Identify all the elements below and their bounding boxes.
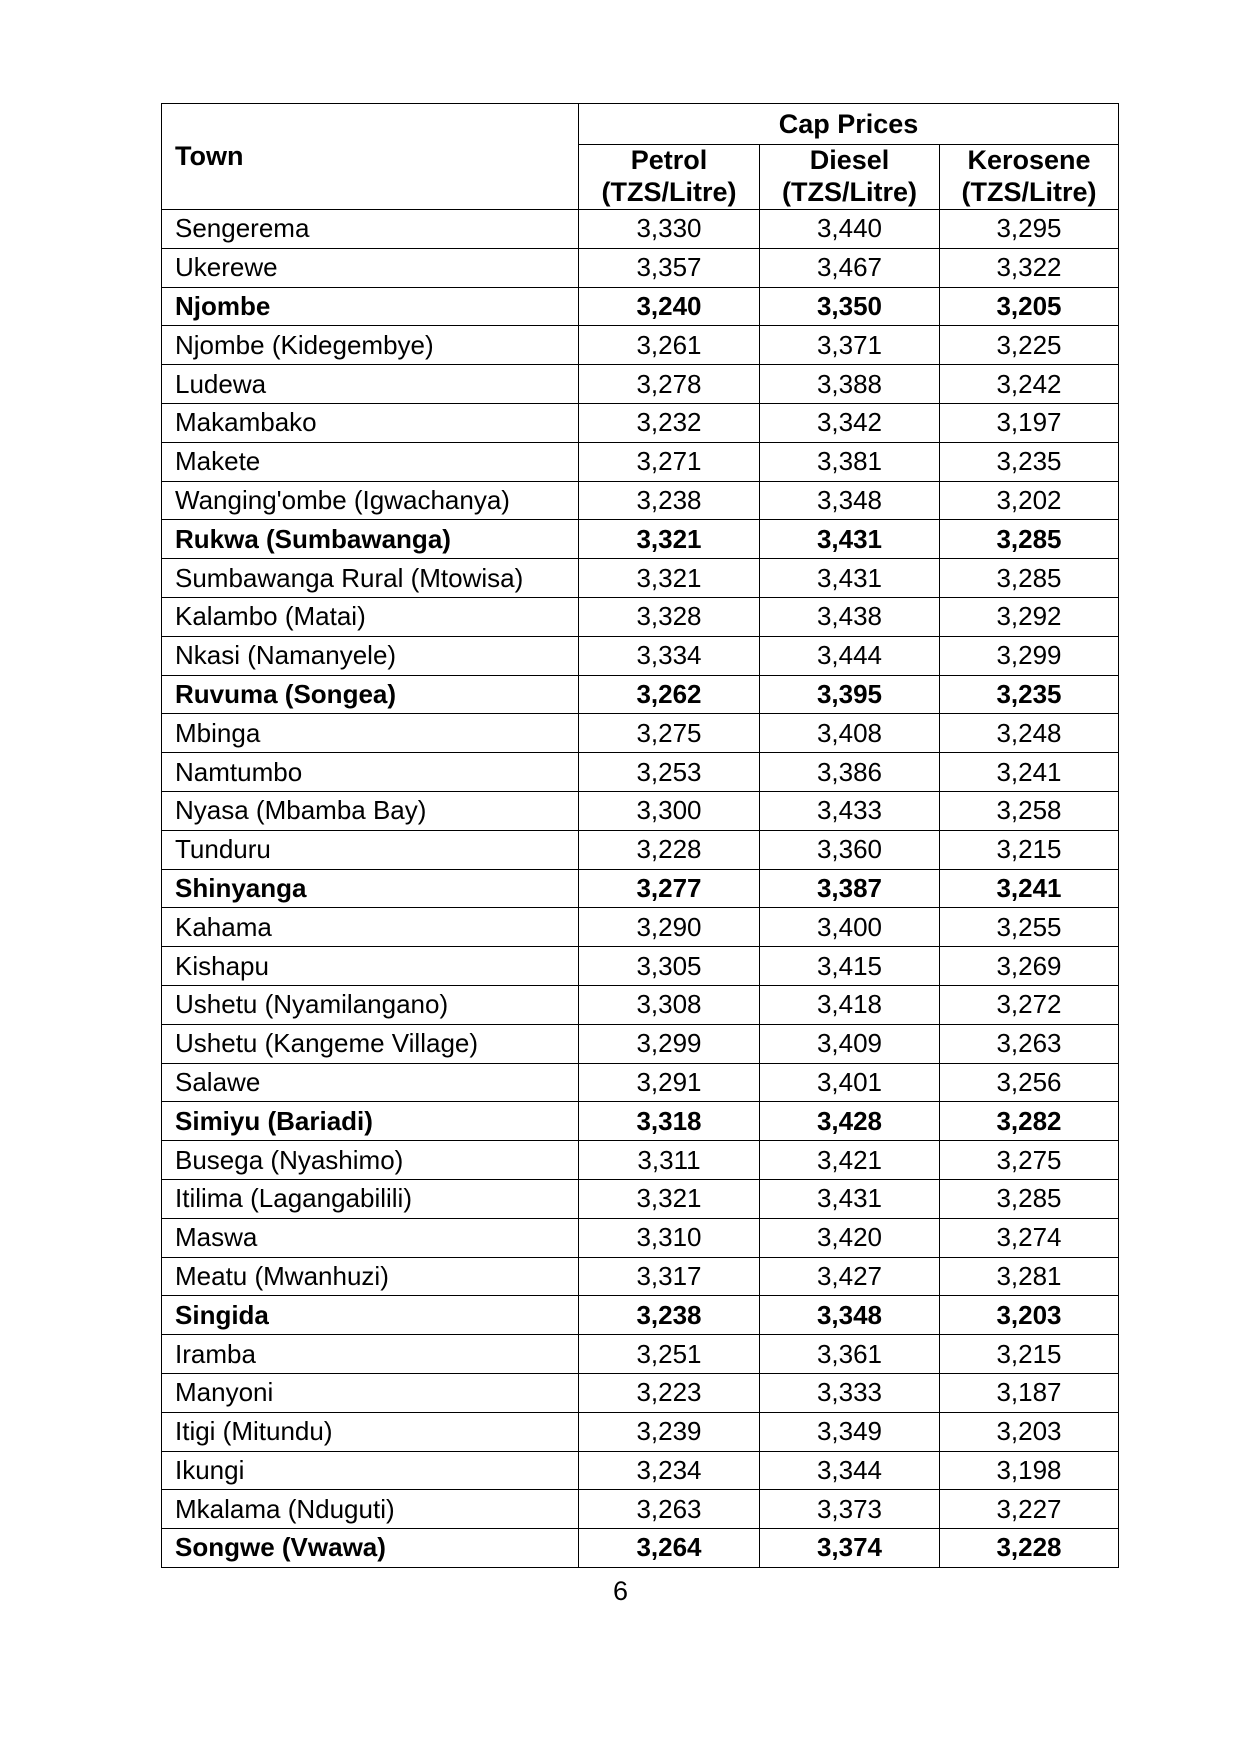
diesel-cell: 3,361 xyxy=(760,1335,940,1374)
petrol-cell: 3,291 xyxy=(579,1063,760,1102)
diesel-cell: 3,373 xyxy=(760,1490,940,1529)
kerosene-cell: 3,272 xyxy=(940,985,1119,1024)
diesel-cell: 3,360 xyxy=(760,830,940,869)
kerosene-cell: 3,248 xyxy=(940,714,1119,753)
town-cell: Iramba xyxy=(162,1335,579,1374)
town-cell: Nkasi (Namanyele) xyxy=(162,636,579,675)
diesel-cell: 3,428 xyxy=(760,1102,940,1141)
table-row xyxy=(162,830,1119,869)
table-row xyxy=(162,636,1119,675)
kerosene-cell: 3,203 xyxy=(940,1296,1119,1335)
town-cell: Sengerema xyxy=(162,210,579,249)
table-row xyxy=(162,908,1119,947)
petrol-cell: 3,263 xyxy=(579,1490,760,1529)
kerosene-cell: 3,202 xyxy=(940,481,1119,520)
diesel-cell: 3,440 xyxy=(760,210,940,249)
town-cell: Simiyu (Bariadi) xyxy=(162,1102,579,1141)
petrol-cell: 3,305 xyxy=(579,947,760,986)
kerosene-cell: 3,228 xyxy=(940,1529,1119,1568)
diesel-cell: 3,333 xyxy=(760,1373,940,1412)
petrol-cell: 3,321 xyxy=(579,520,760,559)
col-header-petrol xyxy=(579,145,760,210)
kerosene-cell: 3,187 xyxy=(940,1373,1119,1412)
table-row xyxy=(162,1218,1119,1257)
table-row xyxy=(162,1179,1119,1218)
town-cell: Mkalama (Nduguti) xyxy=(162,1490,579,1529)
table-row xyxy=(162,675,1119,714)
town-cell: Kalambo (Matai) xyxy=(162,597,579,636)
diesel-cell: 3,409 xyxy=(760,1024,940,1063)
kerosene-cell: 3,275 xyxy=(940,1141,1119,1180)
kerosene-cell: 3,258 xyxy=(940,791,1119,830)
diesel-cell: 3,374 xyxy=(760,1529,940,1568)
town-cell: Busega (Nyashimo) xyxy=(162,1141,579,1180)
table-row xyxy=(162,714,1119,753)
table-row xyxy=(162,365,1119,404)
table-row xyxy=(162,985,1119,1024)
town-cell: Ushetu (Nyamilangano) xyxy=(162,985,579,1024)
diesel-cell: 3,420 xyxy=(760,1218,940,1257)
cap-prices-group-header: Cap Prices xyxy=(579,104,1119,145)
col-header-unit: (TZS/Litre) xyxy=(961,177,1097,207)
diesel-cell: 3,418 xyxy=(760,985,940,1024)
diesel-cell: 3,408 xyxy=(760,714,940,753)
diesel-cell: 3,401 xyxy=(760,1063,940,1102)
town-cell: Kahama xyxy=(162,908,579,947)
kerosene-cell: 3,285 xyxy=(940,559,1119,598)
group-header-row xyxy=(162,104,1119,145)
diesel-cell: 3,467 xyxy=(760,248,940,287)
kerosene-cell: 3,241 xyxy=(940,753,1119,792)
petrol-cell: 3,308 xyxy=(579,985,760,1024)
col-header-label: Diesel xyxy=(809,145,890,176)
petrol-cell: 3,299 xyxy=(579,1024,760,1063)
town-cell: Makete xyxy=(162,442,579,481)
kerosene-cell: 3,235 xyxy=(940,675,1119,714)
kerosene-cell: 3,215 xyxy=(940,830,1119,869)
kerosene-cell: 3,285 xyxy=(940,1179,1119,1218)
table-row xyxy=(162,791,1119,830)
col-header-unit: (TZS/Litre) xyxy=(601,177,737,207)
diesel-cell: 3,388 xyxy=(760,365,940,404)
table-row xyxy=(162,1451,1119,1490)
diesel-cell: 3,348 xyxy=(760,481,940,520)
diesel-cell: 3,350 xyxy=(760,287,940,326)
diesel-cell: 3,371 xyxy=(760,326,940,365)
kerosene-cell: 3,227 xyxy=(940,1490,1119,1529)
town-cell: Maswa xyxy=(162,1218,579,1257)
diesel-cell: 3,381 xyxy=(760,442,940,481)
table-row xyxy=(162,1102,1119,1141)
town-cell: Ushetu (Kangeme Village) xyxy=(162,1024,579,1063)
table-row xyxy=(162,210,1119,249)
kerosene-cell: 3,225 xyxy=(940,326,1119,365)
diesel-cell: 3,400 xyxy=(760,908,940,947)
petrol-cell: 3,328 xyxy=(579,597,760,636)
table-row xyxy=(162,1296,1119,1335)
col-header-label: Petrol xyxy=(630,145,708,176)
petrol-cell: 3,330 xyxy=(579,210,760,249)
table-row xyxy=(162,442,1119,481)
town-cell: Wanging'ombe (Igwachanya) xyxy=(162,481,579,520)
diesel-cell: 3,431 xyxy=(760,559,940,598)
town-cell: Mbinga xyxy=(162,714,579,753)
town-cell: Singida xyxy=(162,1296,579,1335)
town-cell: Nyasa (Mbamba Bay) xyxy=(162,791,579,830)
diesel-cell: 3,431 xyxy=(760,1179,940,1218)
petrol-cell: 3,271 xyxy=(579,442,760,481)
kerosene-cell: 3,292 xyxy=(940,597,1119,636)
petrol-cell: 3,321 xyxy=(579,559,760,598)
petrol-cell: 3,334 xyxy=(579,636,760,675)
town-column-header: Town xyxy=(162,104,579,210)
petrol-cell: 3,238 xyxy=(579,481,760,520)
kerosene-cell: 3,299 xyxy=(940,636,1119,675)
table-row xyxy=(162,248,1119,287)
diesel-cell: 3,431 xyxy=(760,520,940,559)
petrol-cell: 3,239 xyxy=(579,1412,760,1451)
kerosene-cell: 3,269 xyxy=(940,947,1119,986)
petrol-cell: 3,240 xyxy=(579,287,760,326)
kerosene-cell: 3,255 xyxy=(940,908,1119,947)
table-row xyxy=(162,1141,1119,1180)
town-cell: Salawe xyxy=(162,1063,579,1102)
diesel-cell: 3,415 xyxy=(760,947,940,986)
petrol-cell: 3,357 xyxy=(579,248,760,287)
table-row xyxy=(162,753,1119,792)
diesel-cell: 3,395 xyxy=(760,675,940,714)
table-row xyxy=(162,1529,1119,1568)
town-cell: Tunduru xyxy=(162,830,579,869)
petrol-cell: 3,238 xyxy=(579,1296,760,1335)
table-row xyxy=(162,481,1119,520)
petrol-cell: 3,234 xyxy=(579,1451,760,1490)
cap-prices-table xyxy=(161,103,1119,1568)
town-cell: Songwe (Vwawa) xyxy=(162,1529,579,1568)
town-cell: Itigi (Mitundu) xyxy=(162,1412,579,1451)
petrol-cell: 3,290 xyxy=(579,908,760,947)
diesel-cell: 3,421 xyxy=(760,1141,940,1180)
kerosene-cell: 3,274 xyxy=(940,1218,1119,1257)
kerosene-cell: 3,241 xyxy=(940,869,1119,908)
town-cell: Namtumbo xyxy=(162,753,579,792)
col-header-diesel xyxy=(760,145,940,210)
town-cell: Ukerewe xyxy=(162,248,579,287)
petrol-cell: 3,264 xyxy=(579,1529,760,1568)
page-number: 6 xyxy=(612,1576,629,1606)
diesel-cell: 3,349 xyxy=(760,1412,940,1451)
town-cell: Shinyanga xyxy=(162,869,579,908)
table-row xyxy=(162,869,1119,908)
petrol-cell: 3,232 xyxy=(579,403,760,442)
diesel-cell: 3,387 xyxy=(760,869,940,908)
kerosene-cell: 3,285 xyxy=(940,520,1119,559)
petrol-cell: 3,275 xyxy=(579,714,760,753)
petrol-cell: 3,318 xyxy=(579,1102,760,1141)
table-row xyxy=(162,1257,1119,1296)
table-row xyxy=(162,1024,1119,1063)
petrol-cell: 3,321 xyxy=(579,1179,760,1218)
kerosene-cell: 3,198 xyxy=(940,1451,1119,1490)
town-cell: Kishapu xyxy=(162,947,579,986)
diesel-cell: 3,344 xyxy=(760,1451,940,1490)
table-row xyxy=(162,597,1119,636)
petrol-cell: 3,278 xyxy=(579,365,760,404)
diesel-cell: 3,348 xyxy=(760,1296,940,1335)
petrol-cell: 3,311 xyxy=(579,1141,760,1180)
kerosene-cell: 3,242 xyxy=(940,365,1119,404)
table-row xyxy=(162,287,1119,326)
petrol-cell: 3,317 xyxy=(579,1257,760,1296)
town-cell: Sumbawanga Rural (Mtowisa) xyxy=(162,559,579,598)
town-cell: Itilima (Lagangabilili) xyxy=(162,1179,579,1218)
diesel-cell: 3,433 xyxy=(760,791,940,830)
kerosene-cell: 3,197 xyxy=(940,403,1119,442)
petrol-cell: 3,223 xyxy=(579,1373,760,1412)
col-header-label: Kerosene xyxy=(967,145,1091,176)
town-cell: Makambako xyxy=(162,403,579,442)
petrol-cell: 3,228 xyxy=(579,830,760,869)
town-cell: Manyoni xyxy=(162,1373,579,1412)
petrol-cell: 3,300 xyxy=(579,791,760,830)
table-row xyxy=(162,520,1119,559)
kerosene-cell: 3,235 xyxy=(940,442,1119,481)
kerosene-cell: 3,282 xyxy=(940,1102,1119,1141)
kerosene-cell: 3,263 xyxy=(940,1024,1119,1063)
table-row xyxy=(162,326,1119,365)
petrol-cell: 3,253 xyxy=(579,753,760,792)
town-cell: Njombe (Kidegembye) xyxy=(162,326,579,365)
kerosene-cell: 3,215 xyxy=(940,1335,1119,1374)
town-cell: Rukwa (Sumbawanga) xyxy=(162,520,579,559)
diesel-cell: 3,444 xyxy=(760,636,940,675)
town-cell: Ludewa xyxy=(162,365,579,404)
table-row xyxy=(162,1335,1119,1374)
kerosene-cell: 3,295 xyxy=(940,210,1119,249)
town-cell: Meatu (Mwanhuzi) xyxy=(162,1257,579,1296)
town-cell: Ruvuma (Songea) xyxy=(162,675,579,714)
table-row xyxy=(162,1063,1119,1102)
table-row xyxy=(162,403,1119,442)
town-cell: Njombe xyxy=(162,287,579,326)
petrol-cell: 3,310 xyxy=(579,1218,760,1257)
petrol-cell: 3,261 xyxy=(579,326,760,365)
table-row xyxy=(162,1490,1119,1529)
town-cell: Ikungi xyxy=(162,1451,579,1490)
kerosene-cell: 3,205 xyxy=(940,287,1119,326)
petrol-cell: 3,277 xyxy=(579,869,760,908)
petrol-cell: 3,251 xyxy=(579,1335,760,1374)
table-row xyxy=(162,559,1119,598)
petrol-cell: 3,262 xyxy=(579,675,760,714)
diesel-cell: 3,342 xyxy=(760,403,940,442)
diesel-cell: 3,386 xyxy=(760,753,940,792)
kerosene-cell: 3,281 xyxy=(940,1257,1119,1296)
diesel-cell: 3,427 xyxy=(760,1257,940,1296)
table-row xyxy=(162,1412,1119,1451)
table-row xyxy=(162,1373,1119,1412)
kerosene-cell: 3,322 xyxy=(940,248,1119,287)
kerosene-cell: 3,203 xyxy=(940,1412,1119,1451)
col-header-unit: (TZS/Litre) xyxy=(782,177,917,207)
kerosene-cell: 3,256 xyxy=(940,1063,1119,1102)
table-row xyxy=(162,947,1119,986)
col-header-kerosene xyxy=(940,145,1119,210)
diesel-cell: 3,438 xyxy=(760,597,940,636)
